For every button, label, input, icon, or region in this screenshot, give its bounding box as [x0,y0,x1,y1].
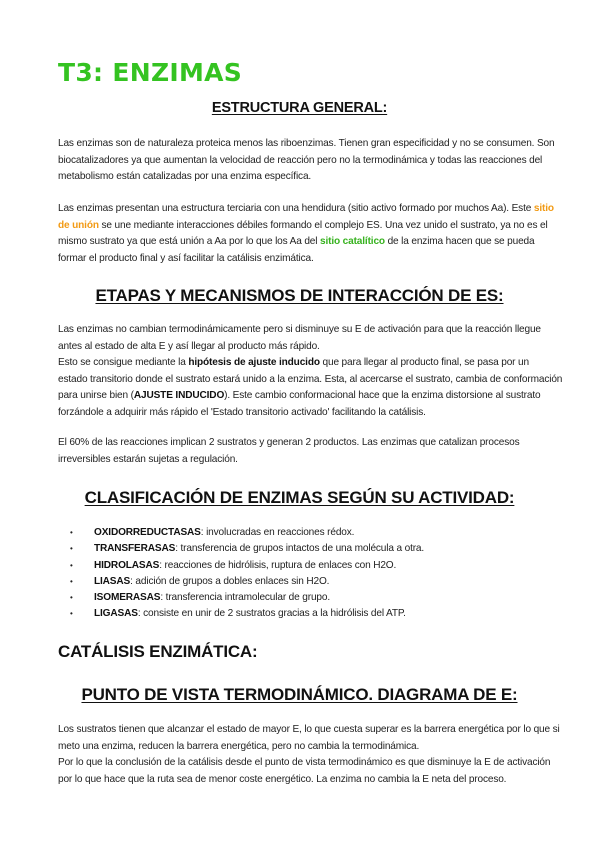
text-line: estado transitorio donde el sustrato estará unido a la enzima. Esta, al acercarse el sustrato, cambia de conformación [58,373,563,385]
paragraph-estructura-1 [58,136,555,186]
list-item-desc: : transferencia intramolecular de grupo. [160,592,330,604]
list-item-name: LIGASAS [94,608,138,620]
bullet-icon: • [70,609,73,619]
text-run: que para llegar al producto final, se pasa por un [319,357,529,368]
text-line: biocatalizadores ya que aumentan la velocidad de reacción pero no la termodinámica y todas las reacciones del [58,154,543,166]
bold-ajuste-inducido: AJUSTE INDUCIDO [133,390,225,401]
list-item-desc: : adición de grupos a dobles enlaces sin H2O. [130,575,330,587]
list-item [70,525,424,541]
list-item-desc: : transferencia de grupos intactos de una molécula a otra. [175,543,425,555]
list-item-desc: : consiste en unir de 2 sustratos gracias a la hidrólisis del ATP. [137,608,406,620]
list-item [70,574,424,590]
bullet-icon: • [70,576,73,586]
text-line [58,218,548,235]
text-run: de la enzima hacen que se pueda [384,236,535,247]
list-item [70,558,424,574]
text-line: metabolismo están catalizadas por una enzima específica. [58,171,312,182]
text-line: Las enzimas son de naturaleza proteica menos las riboenzimas. Tienen gran especificidad y no se consumen. Son [58,138,555,149]
document-title: T3: ENZIMAS [58,58,243,87]
heading-catalisis: CATÁLISIS ENZIMÁTICA: [58,642,258,661]
text-run: ). Este cambio conformacional hace que la enzima distorsione al sustrato [224,390,541,401]
heading-clasificacion: CLASIFICACIÓN DE ENZIMAS SEGÚN SU ACTIVIDAD: [84,488,515,507]
list-item [70,590,424,606]
text-line: meto una enzima, reducen la barrera energética, pero no cambia la termodinámica. [58,740,420,752]
text-line: Los sustratos tienen que alcanzar el estado de mayor E, lo que cuesta superar es la barrera energética por lo que si [58,724,560,735]
text-line: El 60% de las reacciones implican 2 sustratos y generan 2 productos. Las enzimas que catalizan procesos [58,437,520,448]
list-item-name: TRANSFERASAS [94,543,176,555]
highlight-de-union: de unión [58,219,99,231]
paragraph-etapas-2 [58,435,544,468]
text-line [58,388,544,405]
text-run: para unirse bien ( [58,390,134,401]
bullet-icon: • [70,528,73,537]
text-line: antes al estado de alta E y así llegar al producto más rápido. [58,340,320,352]
text-run: mismo sustrato ya que está unión a Aa por lo que los Aa del [58,236,321,247]
text-line: Por lo que la conclusión de la catálisis desde el punto de vista termodinámico es que disminuye la E de activación [58,757,551,768]
text-run: se une mediante interacciones débiles formando el complejo ES. Una vez unido el sustrato, ya no es el [98,219,548,231]
paragraph-catalisis [58,722,560,788]
heading-punto-de-vista: PUNTO DE VISTA TERMODINÁMICO. DIAGRAMA DE E: [81,685,518,704]
list-item-name: OXIDORREDUCTASAS [94,527,201,538]
list-item [70,606,424,622]
bullet-icon: • [70,593,73,603]
text-line: formar el producto final y así facilitar la catálisis enzimática. [58,252,314,264]
highlight-sitio-catalitico: sitio catalítico [320,236,385,247]
bullet-icon: • [70,560,73,570]
text-run: Las enzimas presentan una estructura terciaria con una hendidura (sitio activo formado por muchos Aa). Este [58,203,534,214]
list-item-desc: : reacciones de hidrólisis, ruptura de enlaces con H2O. [159,559,397,571]
list-item-desc: : involucradas en reacciones rédox. [200,527,355,538]
text-line [58,234,544,251]
text-line: por lo que hace que la ruta sea de menor coste energético. La enzima no cambia la E neta del proceso. [58,773,507,785]
text-line [58,201,554,218]
list-item [70,541,424,557]
list-item-name: LIASAS [94,575,131,587]
text-line: Las enzimas no cambian termodinámicamente pero si disminuye su E de activación para que la reacción llegue [58,324,541,335]
heading-estructura-general: ESTRUCTURA GENERAL: [211,100,388,116]
bold-hipotesis: hipótesis de ajuste inducido [188,357,320,368]
highlight-sitio: sitio [533,203,554,214]
list-item-name: HIDROLASAS [94,559,160,571]
text-line: irreversibles estarán sujetas a regulación. [58,453,238,465]
enzyme-class-list [70,525,424,623]
text-line [58,355,544,372]
text-line: forzándole a adquirir más rápido el 'Estado transitorio activado' facilitando la catálisis. [58,406,426,418]
bullet-icon: • [70,544,73,554]
text-run: Esto se consigue mediante la [58,357,189,368]
paragraph-estructura-2 [58,201,554,267]
heading-etapas: ETAPAS Y MECANISMOS DE INTERACCIÓN DE ES: [95,286,504,305]
list-item-name: ISOMERASAS [94,592,161,604]
paragraph-etapas-1 [58,322,563,421]
